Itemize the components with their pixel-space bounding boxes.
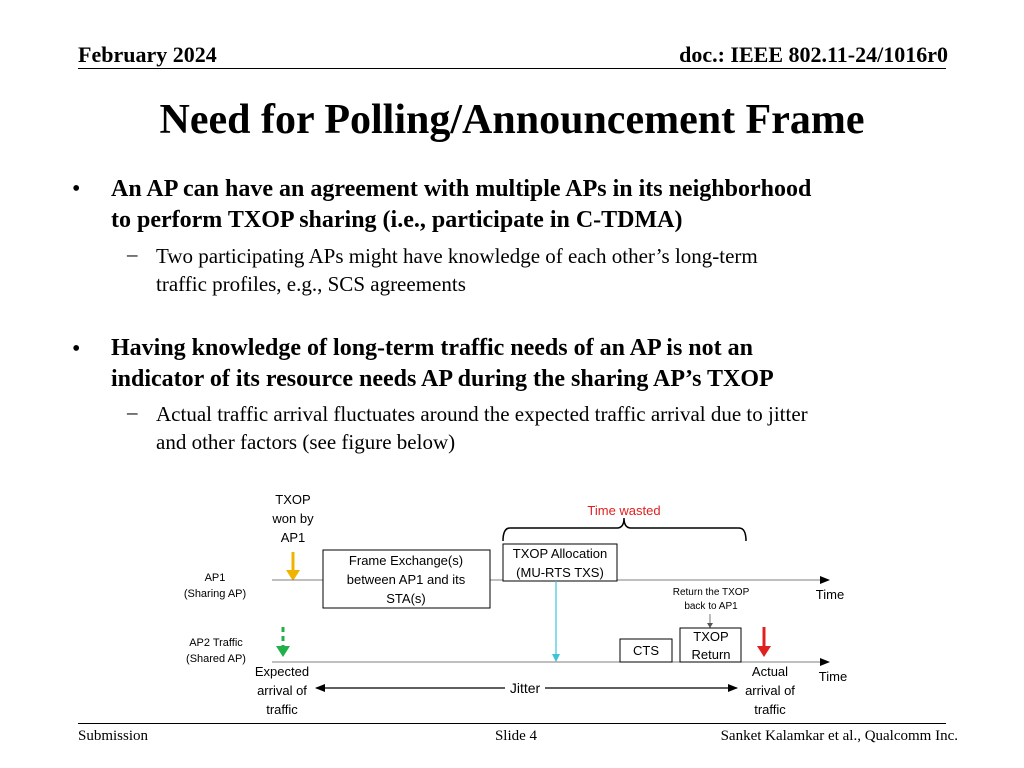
footer-submission: Submission	[78, 728, 149, 744]
frame-exchange-line-3: STA(s)	[386, 591, 426, 606]
slide-title: Need for Polling/Announcement Frame	[159, 97, 865, 143]
return-note-line-1: Return the TXOP	[672, 587, 750, 598]
footer-author: Sanket Kalamkar et al., Qualcomm Inc.	[720, 728, 958, 744]
ap2-time-label: Time	[818, 669, 848, 684]
actual-arrival-line-2: arrival of	[745, 683, 795, 698]
allocation-arrow-head	[552, 654, 560, 662]
expected-arrival-line-2: arrival of	[257, 683, 307, 698]
bullet-marker: •	[72, 176, 81, 202]
txop-allocation-line-1: TXOP Allocation	[512, 546, 608, 561]
bullet-2-sub-line-1: Actual traffic arrival fluctuates around the expected traffic arrival due to jitter	[156, 402, 808, 426]
footer-divider	[78, 723, 946, 724]
time-wasted-brace	[503, 518, 746, 541]
expected-arrival-line-1: Expected	[254, 664, 310, 679]
ap1-label-2: (Sharing AP)	[183, 588, 247, 600]
txop-allocation-line-2: (MU-RTS TXS)	[516, 565, 604, 580]
sub-bullet-marker: –	[127, 242, 138, 266]
return-note-arrow-head	[707, 623, 713, 628]
bullet-2-sub-line-2: and other factors (see figure below)	[156, 430, 456, 454]
txop-won-label-3: AP1	[280, 530, 306, 545]
txop-won-arrow-head	[286, 570, 300, 581]
actual-arrival-arrow-head	[757, 646, 771, 657]
cts-label: CTS	[633, 643, 659, 658]
ap2-label-2: (Shared AP)	[186, 653, 246, 665]
txop-return-line-2: Return	[691, 647, 731, 662]
time-wasted-label: Time wasted	[587, 503, 661, 518]
actual-arrival-line-3: traffic	[754, 702, 786, 717]
header-doc-id: doc.: IEEE 802.11-24/1016r0	[679, 42, 948, 67]
bullet-marker: •	[72, 336, 81, 362]
actual-arrival-line-1: Actual	[751, 664, 789, 679]
ap1-time-label: Time	[815, 587, 845, 602]
frame-exchange-line-2: between AP1 and its	[346, 572, 466, 587]
bullet-1-sub-line-2: traffic profiles, e.g., SCS agreements	[156, 272, 466, 296]
txop-won-label-2: won by	[272, 511, 314, 526]
frame-exchange-line-1: Frame Exchange(s)	[348, 553, 464, 568]
header-date: February 2024	[78, 42, 217, 67]
bullet-2-line-1: Having knowledge of long-term traffic needs of an AP is not an	[111, 335, 753, 361]
bullet-2-line-2: indicator of its resource needs AP during the sharing AP’s TXOP	[111, 366, 774, 392]
txop-won-label-1: TXOP	[275, 492, 311, 507]
txop-return-line-1: TXOP	[693, 629, 729, 644]
bullet-1-sub-line-1: Two participating APs might have knowledge of each other’s long-term	[156, 244, 758, 268]
ap2-label-1: AP2 Traffic	[189, 637, 243, 649]
return-note-line-2: back to AP1	[684, 601, 738, 612]
bullet-1-line-2: to perform TXOP sharing (i.e., participate in C-TDMA)	[111, 207, 683, 233]
expected-arrival-arrow-head	[276, 646, 290, 657]
expected-arrival-line-3: traffic	[266, 702, 298, 717]
sub-bullet-marker: –	[127, 400, 138, 424]
footer-slide-number: Slide 4	[494, 728, 538, 744]
bullet-1-line-1: An AP can have an agreement with multiple APs in its neighborhood	[111, 176, 812, 202]
jitter-label: Jitter	[509, 680, 541, 696]
ap1-label-1: AP1	[204, 572, 226, 584]
